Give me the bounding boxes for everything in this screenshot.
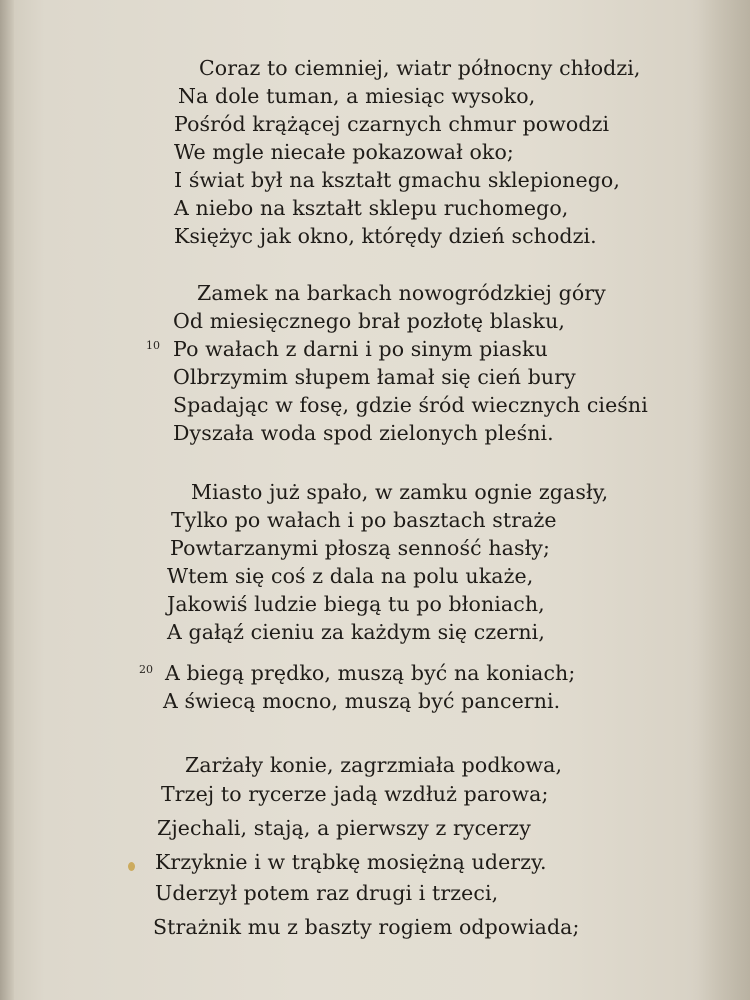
poem-line: Pośród krążącej czarnych chmur powodzi <box>174 112 610 136</box>
poem-line: A biegą prędko, muszą być na koniach; <box>165 661 576 685</box>
paper-stain <box>128 862 135 871</box>
poem-line: Księżyc jak okno, którędy dzień schodzi. <box>174 224 597 248</box>
poem-line: A gałąź cieniu za każdym się czerni, <box>167 620 545 644</box>
poem-line: Powtarzanymi płoszą senność hasły; <box>170 536 550 560</box>
poem-line: Zarżały konie, zagrzmiała podkowa, <box>185 753 563 777</box>
poem-line: Wtem się coś z dala na polu ukaże, <box>167 564 534 588</box>
poem-line: We mgle niecałe pokazował oko; <box>174 140 514 164</box>
poem-line: A niebo na kształt sklepu ruchomego, <box>174 196 569 220</box>
poem-line: Jakowiś ludzie biegą tu po błoniach, <box>167 592 545 616</box>
line-number-20: 20 <box>139 663 153 676</box>
poem-line: Miasto już spało, w zamku ognie zgasły, <box>191 480 609 504</box>
poem-line: Zamek na barkach nowogródzkiej góry <box>197 281 606 305</box>
poem-line: I świat był na kształt gmachu sklepionego, <box>174 168 620 192</box>
poem-line: A świecą mocno, muszą być pancerni. <box>163 689 561 713</box>
poem-line: Olbrzymim słupem łamał się cień bury <box>173 365 576 389</box>
poem-line: Krzyknie i w trąbkę mosiężną uderzy. <box>155 850 547 874</box>
poem-line: Uderzył potem raz drugi i trzeci, <box>155 881 499 905</box>
poem-line: Od miesięcznego brał pozłotę blasku, <box>173 309 565 333</box>
poem-line: Coraz to ciemniej, wiatr północny chłodzi, <box>199 56 641 80</box>
poem-line: Dyszała woda spod zielonych pleśni. <box>173 421 554 445</box>
poem-line: Zjechali, stają, a pierwszy z rycerzy <box>157 816 531 840</box>
poem-line: Tylko po wałach i po basztach straże <box>171 508 557 532</box>
poem-line: Na dole tuman, a miesiąc wysoko, <box>178 84 536 108</box>
poem-line: Strażnik mu z baszty rogiem odpowiada; <box>153 915 580 939</box>
poem-line: Po wałach z darni i po sinym piasku <box>173 337 548 361</box>
poem-line: Spadając w fosę, gdzie śród wiecznych cieśni <box>173 393 648 417</box>
line-number-10: 10 <box>146 339 160 352</box>
poem-line: Trzej to rycerze jadą wzdłuż parowa; <box>161 782 549 806</box>
page-edge-shadow <box>690 0 750 1000</box>
